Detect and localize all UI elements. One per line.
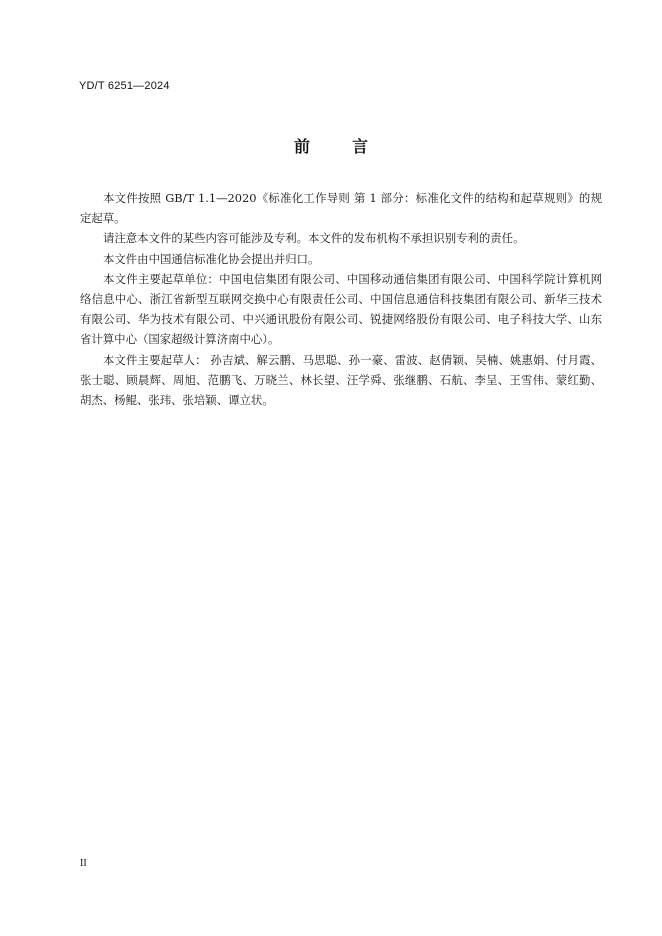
foreword-body	[80, 188, 602, 410]
title-char-1: 前	[293, 137, 310, 156]
paragraph-patent-notice: 请注意本文件的某些内容可能涉及专利。本文件的发布机构不承担识别专利的责任。	[103, 231, 525, 246]
standard-number: YD/T 6251—2024	[79, 80, 170, 92]
page-title	[0, 134, 662, 157]
paragraph-drafting-units: 本文件主要起草单位：中国电信集团有限公司、中国移动通信集团有限公司、中国科学院计算机网络信息中心、浙江省新型互联网交换中心有限责任公司、中国信息通信科技集团有限公司、新华三技术有限公司、华为技术有限公司、中兴通讯股份有限公司、锐捷网络股份有限公司、电子科技大学、山东省计算中心（国家超级计算济南中心）。	[80, 271, 602, 347]
page-number: II	[80, 858, 87, 869]
paragraph-drafting-basis: 本文件按照 GB/T 1.1—2020《标准化工作导则 第 1 部分：标准化文件的结构和起草规则》的规定起草。	[80, 191, 602, 226]
title-char-2: 言	[352, 137, 369, 156]
paragraph-drafters: 本文件主要起草人： 孙吉斌、解云鹏、马思聪、孙一豪、雷波、赵倩颖、吴楠、姚惠娟、付月霞、张士聪、顾晨辉、周旭、范鹏飞、万晓兰、林长望、汪学舜、张继鹏、石航、李呈、王雪伟、蒙红勤、胡杰、杨鲲、张玮、张培颖、谭立状。	[80, 352, 602, 408]
paragraph-proposer: 本文件由中国通信标准化协会提出并归口。	[103, 251, 320, 266]
